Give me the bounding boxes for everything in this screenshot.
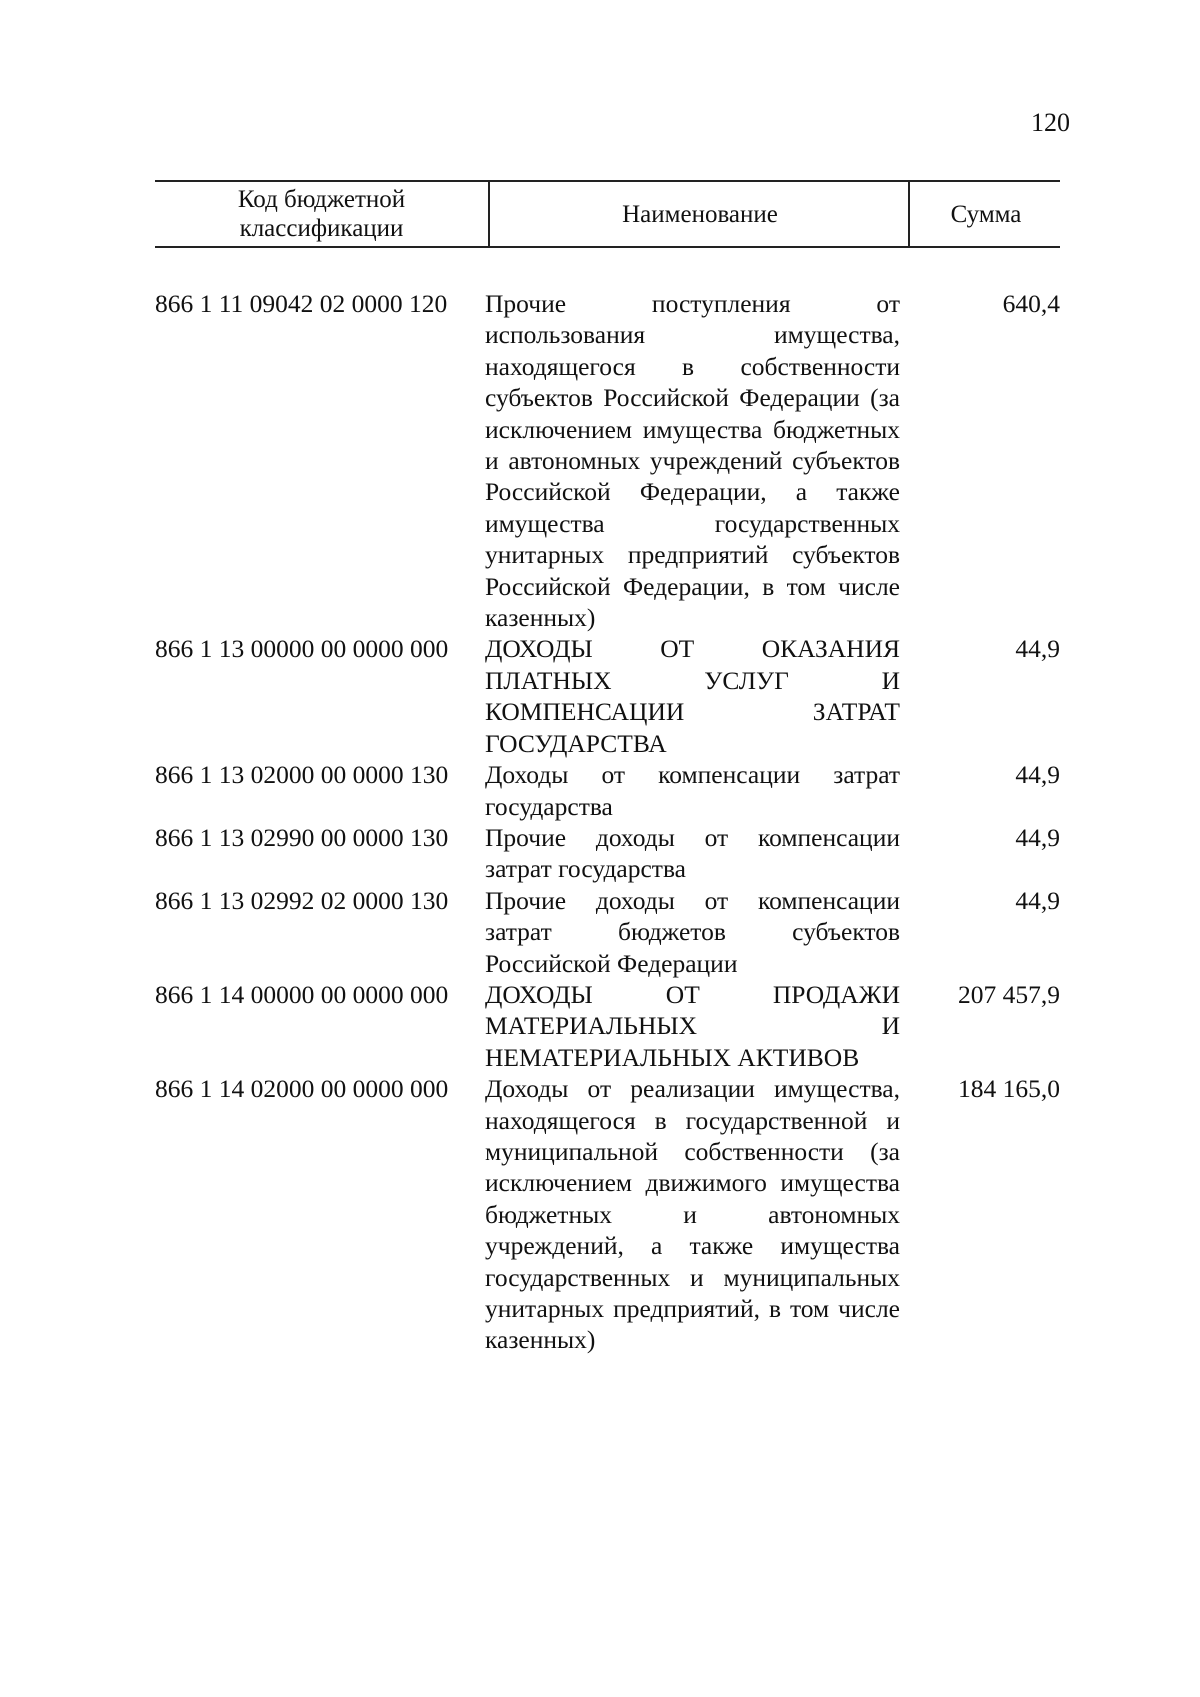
row-name: Доходы от компенсации затрат государства xyxy=(485,760,900,821)
row-name: ДОХОДЫ ОТ ОКАЗАНИЯ ПЛАТНЫХ УСЛУГ И КОМПЕНСАЦИИ ЗАТРАТ ГОСУДАРСТВА xyxy=(485,634,900,758)
row-code: 866 1 13 00000 00 0000 000 xyxy=(155,634,449,664)
row-sum: 44,9 xyxy=(1015,885,1060,915)
row-sum: 44,9 xyxy=(1015,634,1060,664)
table-row xyxy=(155,885,1060,979)
row-code: 866 1 13 02992 02 0000 130 xyxy=(155,885,449,915)
table-row xyxy=(155,759,1060,822)
table-row xyxy=(155,1073,1060,1356)
table-row xyxy=(155,822,1060,885)
row-code: 866 1 14 00000 00 0000 000 xyxy=(155,979,449,1009)
row-name: Прочие поступления от использования имущества, находящегося в собственности субъектов Российской Федерации (за исключением имущества бюджетных и автономных учреждений субъектов Российской Федерации, а также имущества государственных унитарных предприятий субъектов Российской Федерации, в том числе казенных) xyxy=(485,289,900,633)
header-code: Код бюджетной классификации xyxy=(237,186,406,242)
row-name: Доходы от реализации имущества, находящегося в государственной и муниципальной собственности (за исключением движимого имущества бюджетных и автономных учреждений, а также имущества государственных и муниципальных унитарных предприятий, в том числе казенных) xyxy=(485,1074,900,1355)
row-name: Прочие доходы от компенсации затрат государства xyxy=(485,822,900,884)
row-code: 866 1 13 02000 00 0000 130 xyxy=(155,760,449,790)
row-code: 866 1 14 02000 00 0000 000 xyxy=(155,1074,449,1104)
table-row xyxy=(155,633,1060,759)
row-sum: 207 457,9 xyxy=(958,979,1060,1009)
row-name: ДОХОДЫ ОТ ПРОДАЖИ МАТЕРИАЛЬНЫХ И НЕМАТЕРИАЛЬНЫХ АКТИВОВ xyxy=(485,979,900,1072)
table-row xyxy=(155,288,1060,633)
row-code: 866 1 13 02990 00 0000 130 xyxy=(155,822,449,852)
row-code: 866 1 11 09042 02 0000 120 xyxy=(155,289,448,318)
page-number: 120 xyxy=(1031,108,1070,137)
header-name: Наименование xyxy=(488,182,910,246)
row-sum: 184 165,0 xyxy=(958,1074,1060,1104)
table-body xyxy=(155,288,1060,1356)
row-sum: 44,9 xyxy=(1015,760,1060,790)
header-sum: Сумма xyxy=(908,182,1062,246)
row-sum: 640,4 xyxy=(1002,289,1060,318)
table-row xyxy=(155,979,1060,1073)
row-sum: 44,9 xyxy=(1015,822,1060,852)
table-header xyxy=(155,180,1060,248)
row-name: Прочие доходы от компенсации затрат бюджетов субъектов Российской Федерации xyxy=(485,885,900,978)
